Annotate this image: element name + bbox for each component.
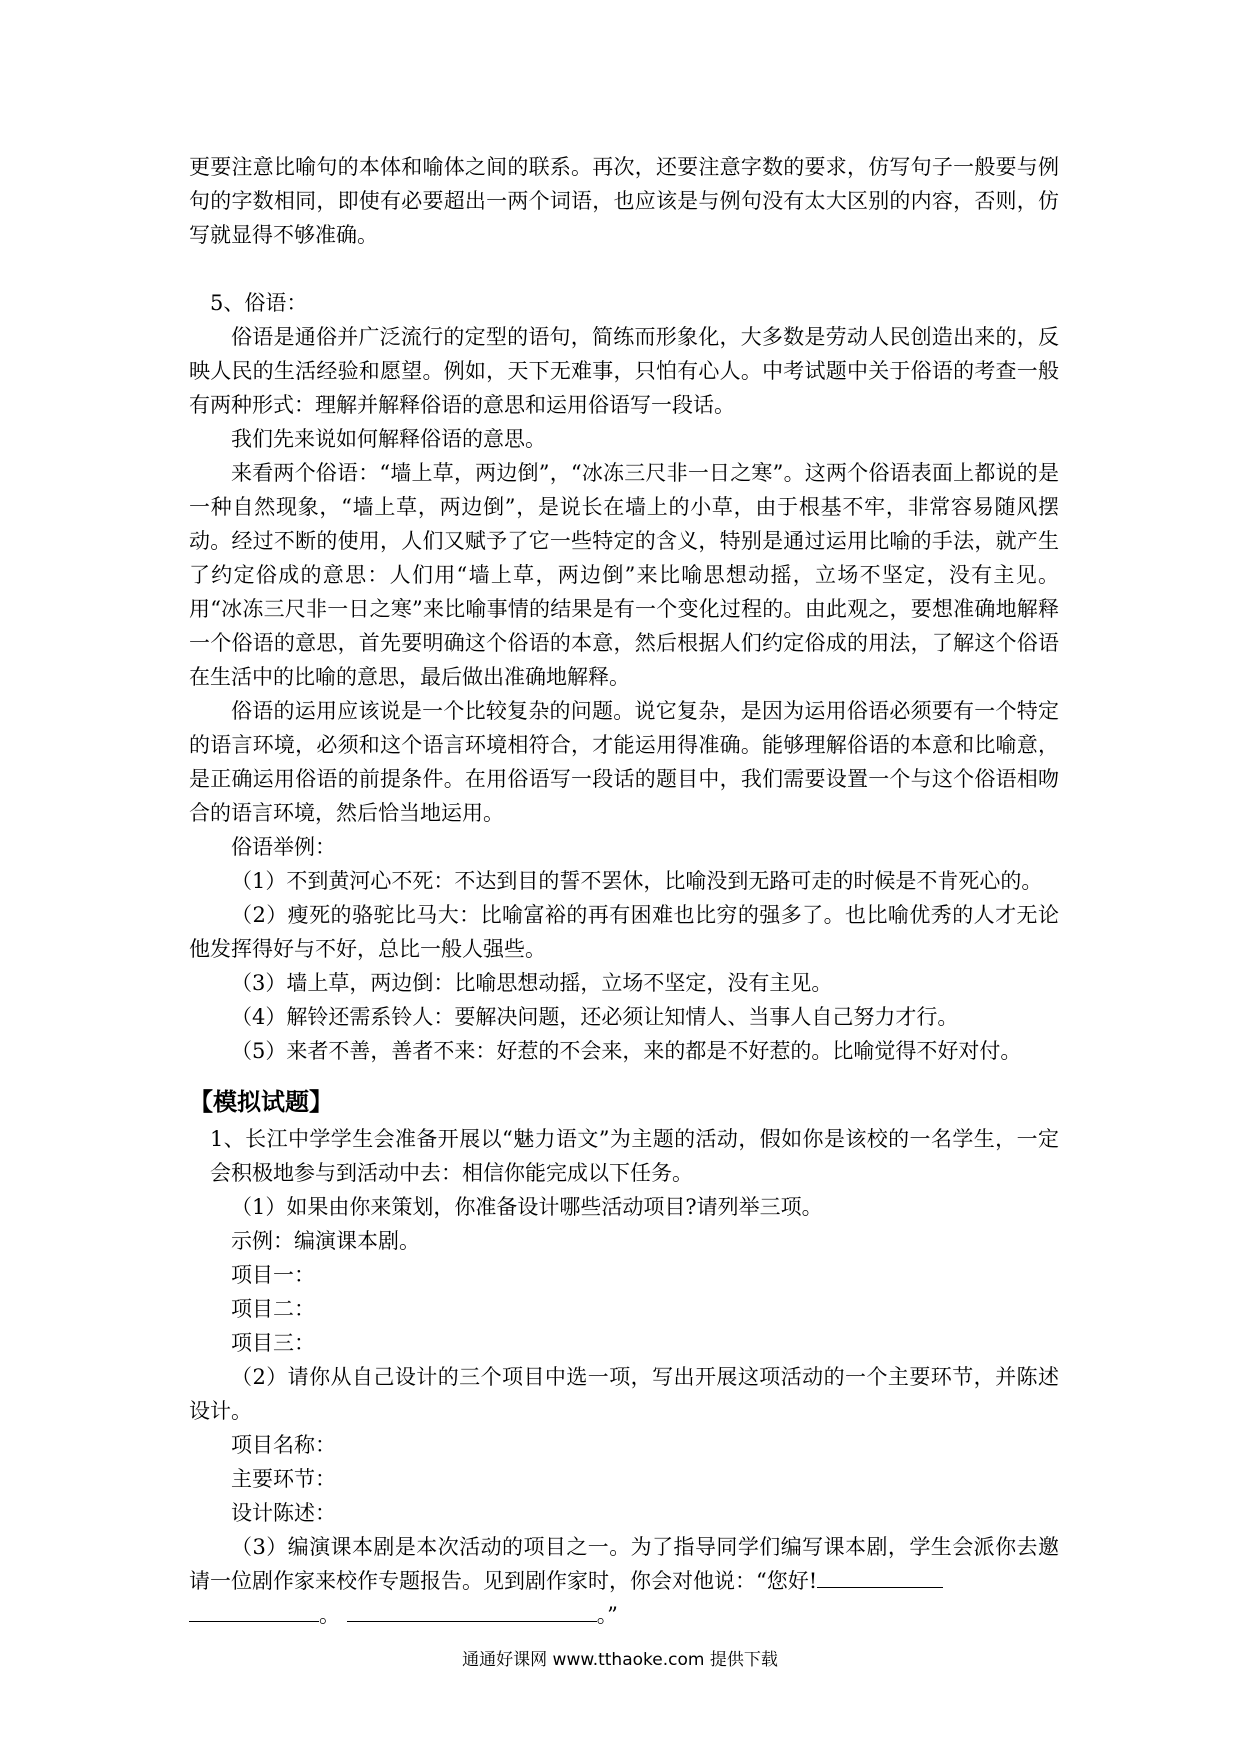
proverb-example: （4）解铃还需系铃人：要解决问题，还必须让知情人、当事人自己努力才行。 bbox=[231, 1005, 959, 1029]
closing-quote: 。” bbox=[596, 1603, 618, 1627]
proverb-example: （5）来者不善，善者不来：好惹的不会来，来的都是不好惹的。比喻觉得不好对付。 bbox=[231, 1039, 1022, 1063]
period-separator: 。 bbox=[319, 1603, 340, 1627]
design-item: 项目名称： bbox=[231, 1433, 336, 1457]
spacer bbox=[189, 252, 1059, 286]
answer-blank[interactable] bbox=[189, 1601, 319, 1622]
proverb-example: （2）瘦死的骆驼比马大：比喻富裕的再有困难也比穷的强多了。也比喻优秀的人才无论他发挥得好与不好，总比一般人强些。 bbox=[189, 903, 1059, 961]
page-content bbox=[189, 150, 1059, 1632]
proverb-paragraph: 俗语的运用应该说是一个比较复杂的问题。说它复杂，是因为运用俗语必须要有一个特定的语言环境，必须和这个语言环境相符合，才能运用得准确。能够理解俗语的本意和比喻意，是正确运用俗语的前提条件。在用俗语写一段话的题目中，我们需要设置一个与这个俗语相吻合的语言环境，然后恰当地运用。 bbox=[189, 699, 1059, 825]
intro-paragraph: 更要注意比喻句的本体和喻体之间的联系。再次，还要注意字数的要求，仿写句子一般要与例句的字数相同，即使有必要超出一两个词语，也应该是与例句没有太大区别的内容，否则，仿写就显得不够准确。 bbox=[189, 155, 1059, 247]
proverb-example: （3）墙上草，两边倒：比喻思想动摇，立场不坚定，没有主见。 bbox=[231, 971, 833, 995]
proverb-paragraph: 俗语是通俗并广泛流行的定型的语句，简练而形象化，大多数是劳动人民创造出来的，反映人民的生活经验和愿望。例如，天下无难事，只怕有心人。中考试题中关于俗语的考查一般有两种形式：理解并解释俗语的意思和运用俗语写一段话。 bbox=[189, 325, 1059, 417]
sub-question-3 bbox=[189, 1530, 1059, 1598]
question-1: 1、长江中学学生会准备开展以“魅力语文”为主题的活动，假如你是该校的一名学生，一定会积极地参与到活动中去：相信你能完成以下任务。 bbox=[210, 1127, 1059, 1185]
proverb-paragraph: 来看两个俗语：“墙上草，两边倒”，“冰冻三尺非一日之寒”。这两个俗语表面上都说的是一种自然现象，“墙上草，两边倒”，是说长在墙上的小草，由于根基不牢，非常容易随风摆动。经过不断的使用，人们又赋予了它一些特定的含义，特别是通过运用比喻的手法，就产生了约定俗成的意思：人们用“墙上草，两边倒”来比喻思想动摇，立场不坚定，没有主见。用“冰冻三尺非一日之寒”来比喻事情的结果是有一个变化过程的。由此观之，要想准确地解释一个俗语的意思，首先要明确这个俗语的本意，然后根据人们约定俗成的用法，了解这个俗语在生活中的比喻的意思，最后做出准确地解释。 bbox=[189, 461, 1059, 689]
design-item: 主要环节： bbox=[231, 1467, 336, 1491]
project-item: 项目三： bbox=[231, 1331, 315, 1355]
answer-blank[interactable] bbox=[347, 1601, 597, 1622]
design-item: 设计陈述： bbox=[231, 1501, 336, 1525]
page-footer: 通通好课网 www.tthaoke.com 提供下载 bbox=[462, 1650, 778, 1670]
proverb-examples-label: 俗语举例： bbox=[231, 835, 336, 859]
proverb-example: （1）不到黄河心不死：不达到目的誓不罢休，比喻没到无路可走的时候是不肯死心的。 bbox=[231, 869, 1043, 893]
proverb-paragraph: 我们先来说如何解释俗语的意思。 bbox=[231, 427, 546, 451]
project-item: 项目二： bbox=[231, 1297, 315, 1321]
sub-question-1-example: 示例：编演课本剧。 bbox=[231, 1229, 420, 1253]
sub-question-3-text: （3）编演课本剧是本次活动的项目之一。为了指导同学们编写课本剧，学生会派你去邀请一位剧作家来校作专题报告。见到剧作家时，你会对他说：“您好! bbox=[189, 1535, 1059, 1593]
sub-question-3-continued bbox=[189, 1598, 1059, 1632]
mock-test-title: 【模拟试题】 bbox=[189, 1088, 333, 1116]
proverb-heading: 5、俗语： bbox=[210, 291, 308, 315]
project-item: 项目一： bbox=[231, 1263, 315, 1287]
sub-question-2: （2）请你从自己设计的三个项目中选一项，写出开展这项活动的一个主要环节，并陈述设计。 bbox=[189, 1365, 1059, 1423]
answer-blank[interactable] bbox=[817, 1567, 943, 1588]
sub-question-1: （1）如果由你来策划，你准备设计哪些活动项目?请列举三项。 bbox=[231, 1195, 823, 1219]
